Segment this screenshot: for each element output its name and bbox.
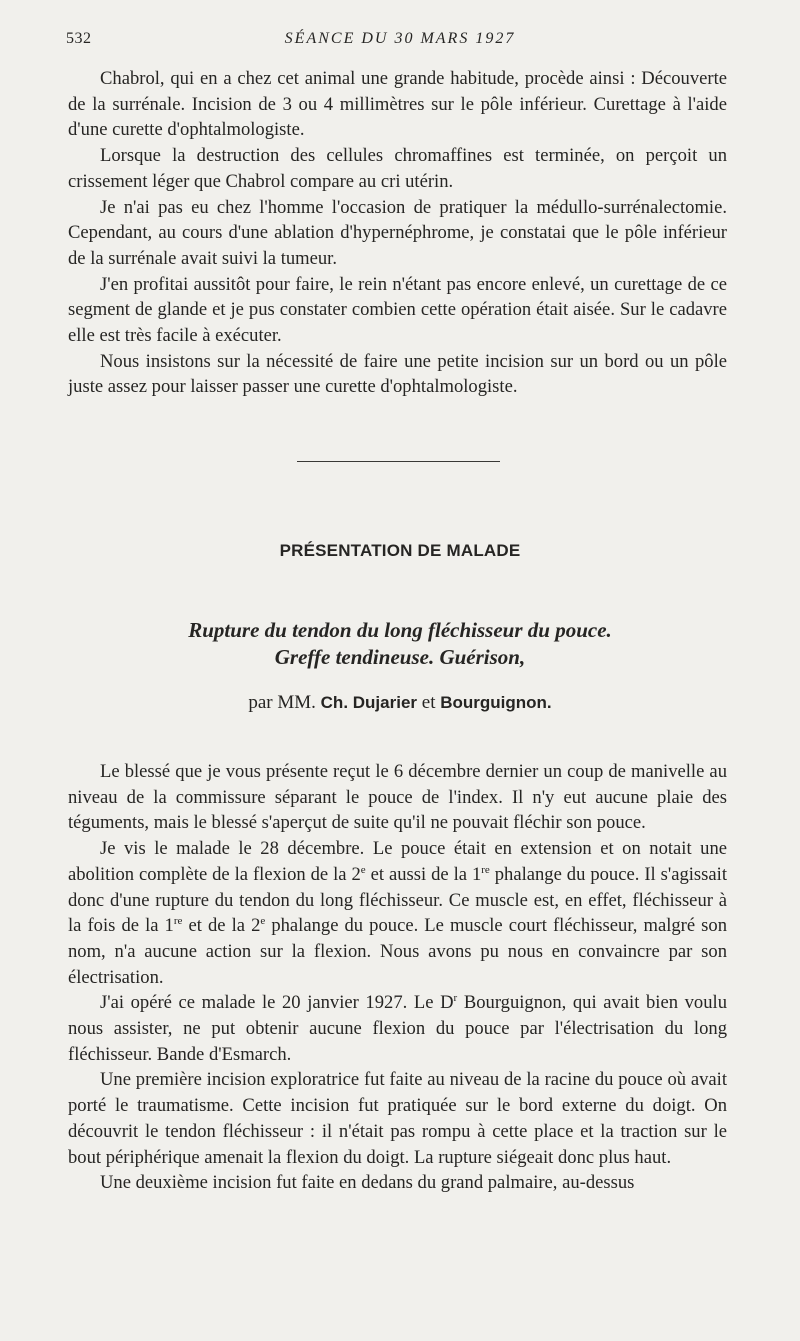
previous-article-text [68, 66, 727, 400]
byline-conjunction: et [421, 692, 436, 713]
section-title: PRÉSENTATION DE MALADE [279, 541, 521, 560]
article-title-line: Greffe tendineuse. Guérison, [274, 645, 526, 669]
running-head: SÉANCE DU 30 MARS 1927 [284, 30, 516, 47]
byline-prefix: par MM. [248, 692, 316, 713]
paragraph: Je vis le malade le 28 décembre. Le pouce était en extension et on notait une abolition complète de la flexion de la 2e et aussi de la 1re phalange du pouce. Il s'agissait donc d'une rupture du tendon du long fléchisseur. Ce muscle est, en effet, fléchisseur à la fois de la 1re et de la 2e phalange du pouce. Le muscle court fléchisseur, malgré son nom, n'a aucune action sur la flexion. Nous avons pu nous en convaincre par son électrisation. [68, 838, 728, 988]
paragraph: Lorsque la destruction des cellules chromaffines est terminée, on perçoit un crissement léger que Chabrol compare au cri utérin. [68, 145, 727, 192]
byline [0, 692, 800, 714]
paragraph: J'ai opéré ce malade le 20 janvier 1927. Le $D^r$ Bourguignon, qui avait bien voulu nous assister, ne put obtenir aucune flexion du pouce par l'électrisation du long fléchisseur. Bande d'Esmarch. [68, 992, 727, 1065]
paragraph: Une deuxième incision fut faite en dedans du grand palmaire, au-dessus [100, 1172, 635, 1194]
page-header [0, 30, 800, 52]
paragraph: Une première incision exploratrice fut faite au niveau de la racine du pouce où avait porté le traumatisme. Cette incision fut pratiquée sur le bord externe du doigt. On découvrit le tendon fléchisseur : il n'était pas rompu à cette place et la traction sur le bout périphérique amenait la flexion du doigt. La rupture siégeait donc plus haut. [68, 1069, 727, 1168]
page-number: 532 [66, 30, 92, 47]
paragraph: J'en profitai aussitôt pour faire, le rein n'étant pas encore enlevé, un curettage de ce segment de glande et je pus constater combien cette opération était aisée. Sur le cadavre elle est très facile à exécuter. [68, 273, 727, 347]
paragraph: Nous insistons sur la nécessité de faire une petite incision sur un bord ou un pôle juste assez pour laisser passer une curette d'ophtalmologiste. [68, 350, 727, 398]
paragraph: Chabrol, qui en a chez cet animal une grande habitude, procède ainsi : Découverte de la surrénale. Incision de 3 ou 4 millimètres sur le pôle inférieur. Curettage à l'aide d'une curette d'ophtalmologiste. [68, 68, 727, 141]
author-name: Bourguignon. [440, 693, 552, 712]
paragraph: Le blessé que je vous présente reçut le 6 décembre dernier un coup de manivelle au niveau de la commissure séparant le pouce de l'index. Il n'y eut aucune plaie des téguments, mais le blessé s'aperçut de suite qu'il ne pouvait fléchir son pouce. [68, 761, 727, 834]
section-divider [297, 461, 500, 462]
paragraph: Je n'ai pas eu chez l'homme l'occasion de pratiquer la médullo-surrénalectomie. Cependant, au cours d'une ablation d'hypernéphrome, je constatai que le pôle inférieur de la surrénale avait suivi la tumeur. [68, 196, 727, 269]
article-title [0, 617, 800, 671]
author-name: Ch. Dujarier [320, 693, 418, 712]
article-title-line: Rupture du tendon du long fléchisseur du pouce. [188, 618, 612, 642]
article-body [68, 759, 727, 1196]
